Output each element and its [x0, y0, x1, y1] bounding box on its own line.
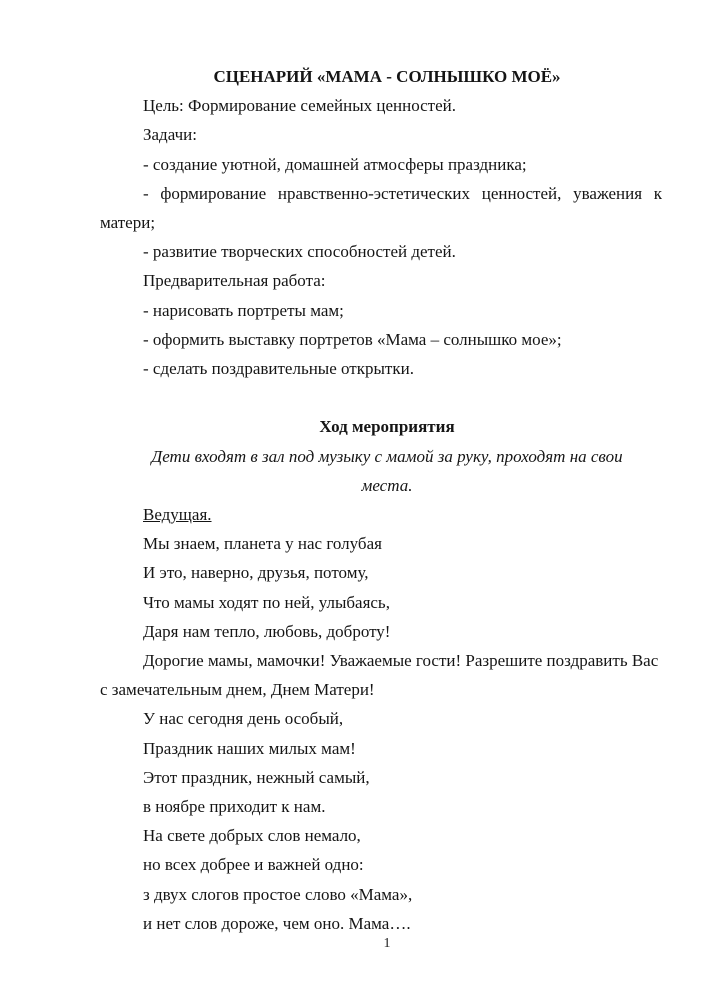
task-item-values-line2: матери; [100, 213, 156, 233]
verse-line: но всех добрее и важней одно: [143, 855, 364, 875]
tasks-heading: Задачи: [143, 125, 197, 145]
prep-item-portraits: - нарисовать портреты мам; [143, 300, 344, 320]
stage-direction-line1: Дети входят в зал под музыку с мамой за руку, проходят на свои [151, 446, 623, 466]
verse-line: Даря нам тепло, любовь, доброту! [143, 621, 391, 641]
speaker-label: Ведущая. [143, 505, 212, 525]
verse-line: Мы знаем, планета у нас голубая [143, 534, 382, 554]
prep-item-cards: - сделать поздравительные открытки. [143, 359, 414, 379]
task-item-creative: - развитие творческих способностей детей. [143, 242, 456, 262]
page-number: 1 [383, 936, 391, 951]
verse-line: з двух слогов простое слово «Мама», [143, 884, 413, 904]
verse-line: Праздник наших милых мам! [143, 738, 356, 758]
section-heading: Ход мероприятия [319, 417, 455, 437]
blank-line [100, 383, 674, 412]
stage-direction-line2: места. [361, 475, 413, 495]
verse-line: и нет слов дороже, чем оно. Мама…. [143, 913, 411, 933]
greeting-line2: с замечательным днем, Днем Матери! [100, 680, 375, 700]
verse-line: У нас сегодня день особый, [143, 709, 344, 729]
task-item-values-line1: - формирование нравственно-эстетических ценностей, уважения к [143, 183, 663, 203]
document-title: СЦЕНАРИЙ «МАМА - СОЛНЫШКО МОЁ» [213, 67, 561, 86]
greeting-line1: Дорогие мамы, мамочки! Уважаемые гости! Разрешите поздравить Вас [143, 651, 659, 671]
prep-item-exhibition: - оформить выставку портретов «Мама – солнышко мое»; [143, 329, 562, 349]
goal-line: Цель: Формирование семейных ценностей. [143, 96, 456, 116]
verse-line: в ноябре приходит к нам. [143, 797, 326, 817]
verse-line: Этот праздник, нежный самый, [143, 767, 370, 787]
prep-heading: Предварительная работа: [143, 271, 326, 291]
verse-line: Что мамы ходят по ней, улыбаясь, [143, 592, 390, 612]
verse-line: На свете добрых слов немало, [143, 826, 361, 846]
verse-line: И это, наверно, друзья, потому, [143, 563, 369, 583]
task-item-atmosphere: - создание уютной, домашней атмосферы праздника; [143, 154, 527, 174]
